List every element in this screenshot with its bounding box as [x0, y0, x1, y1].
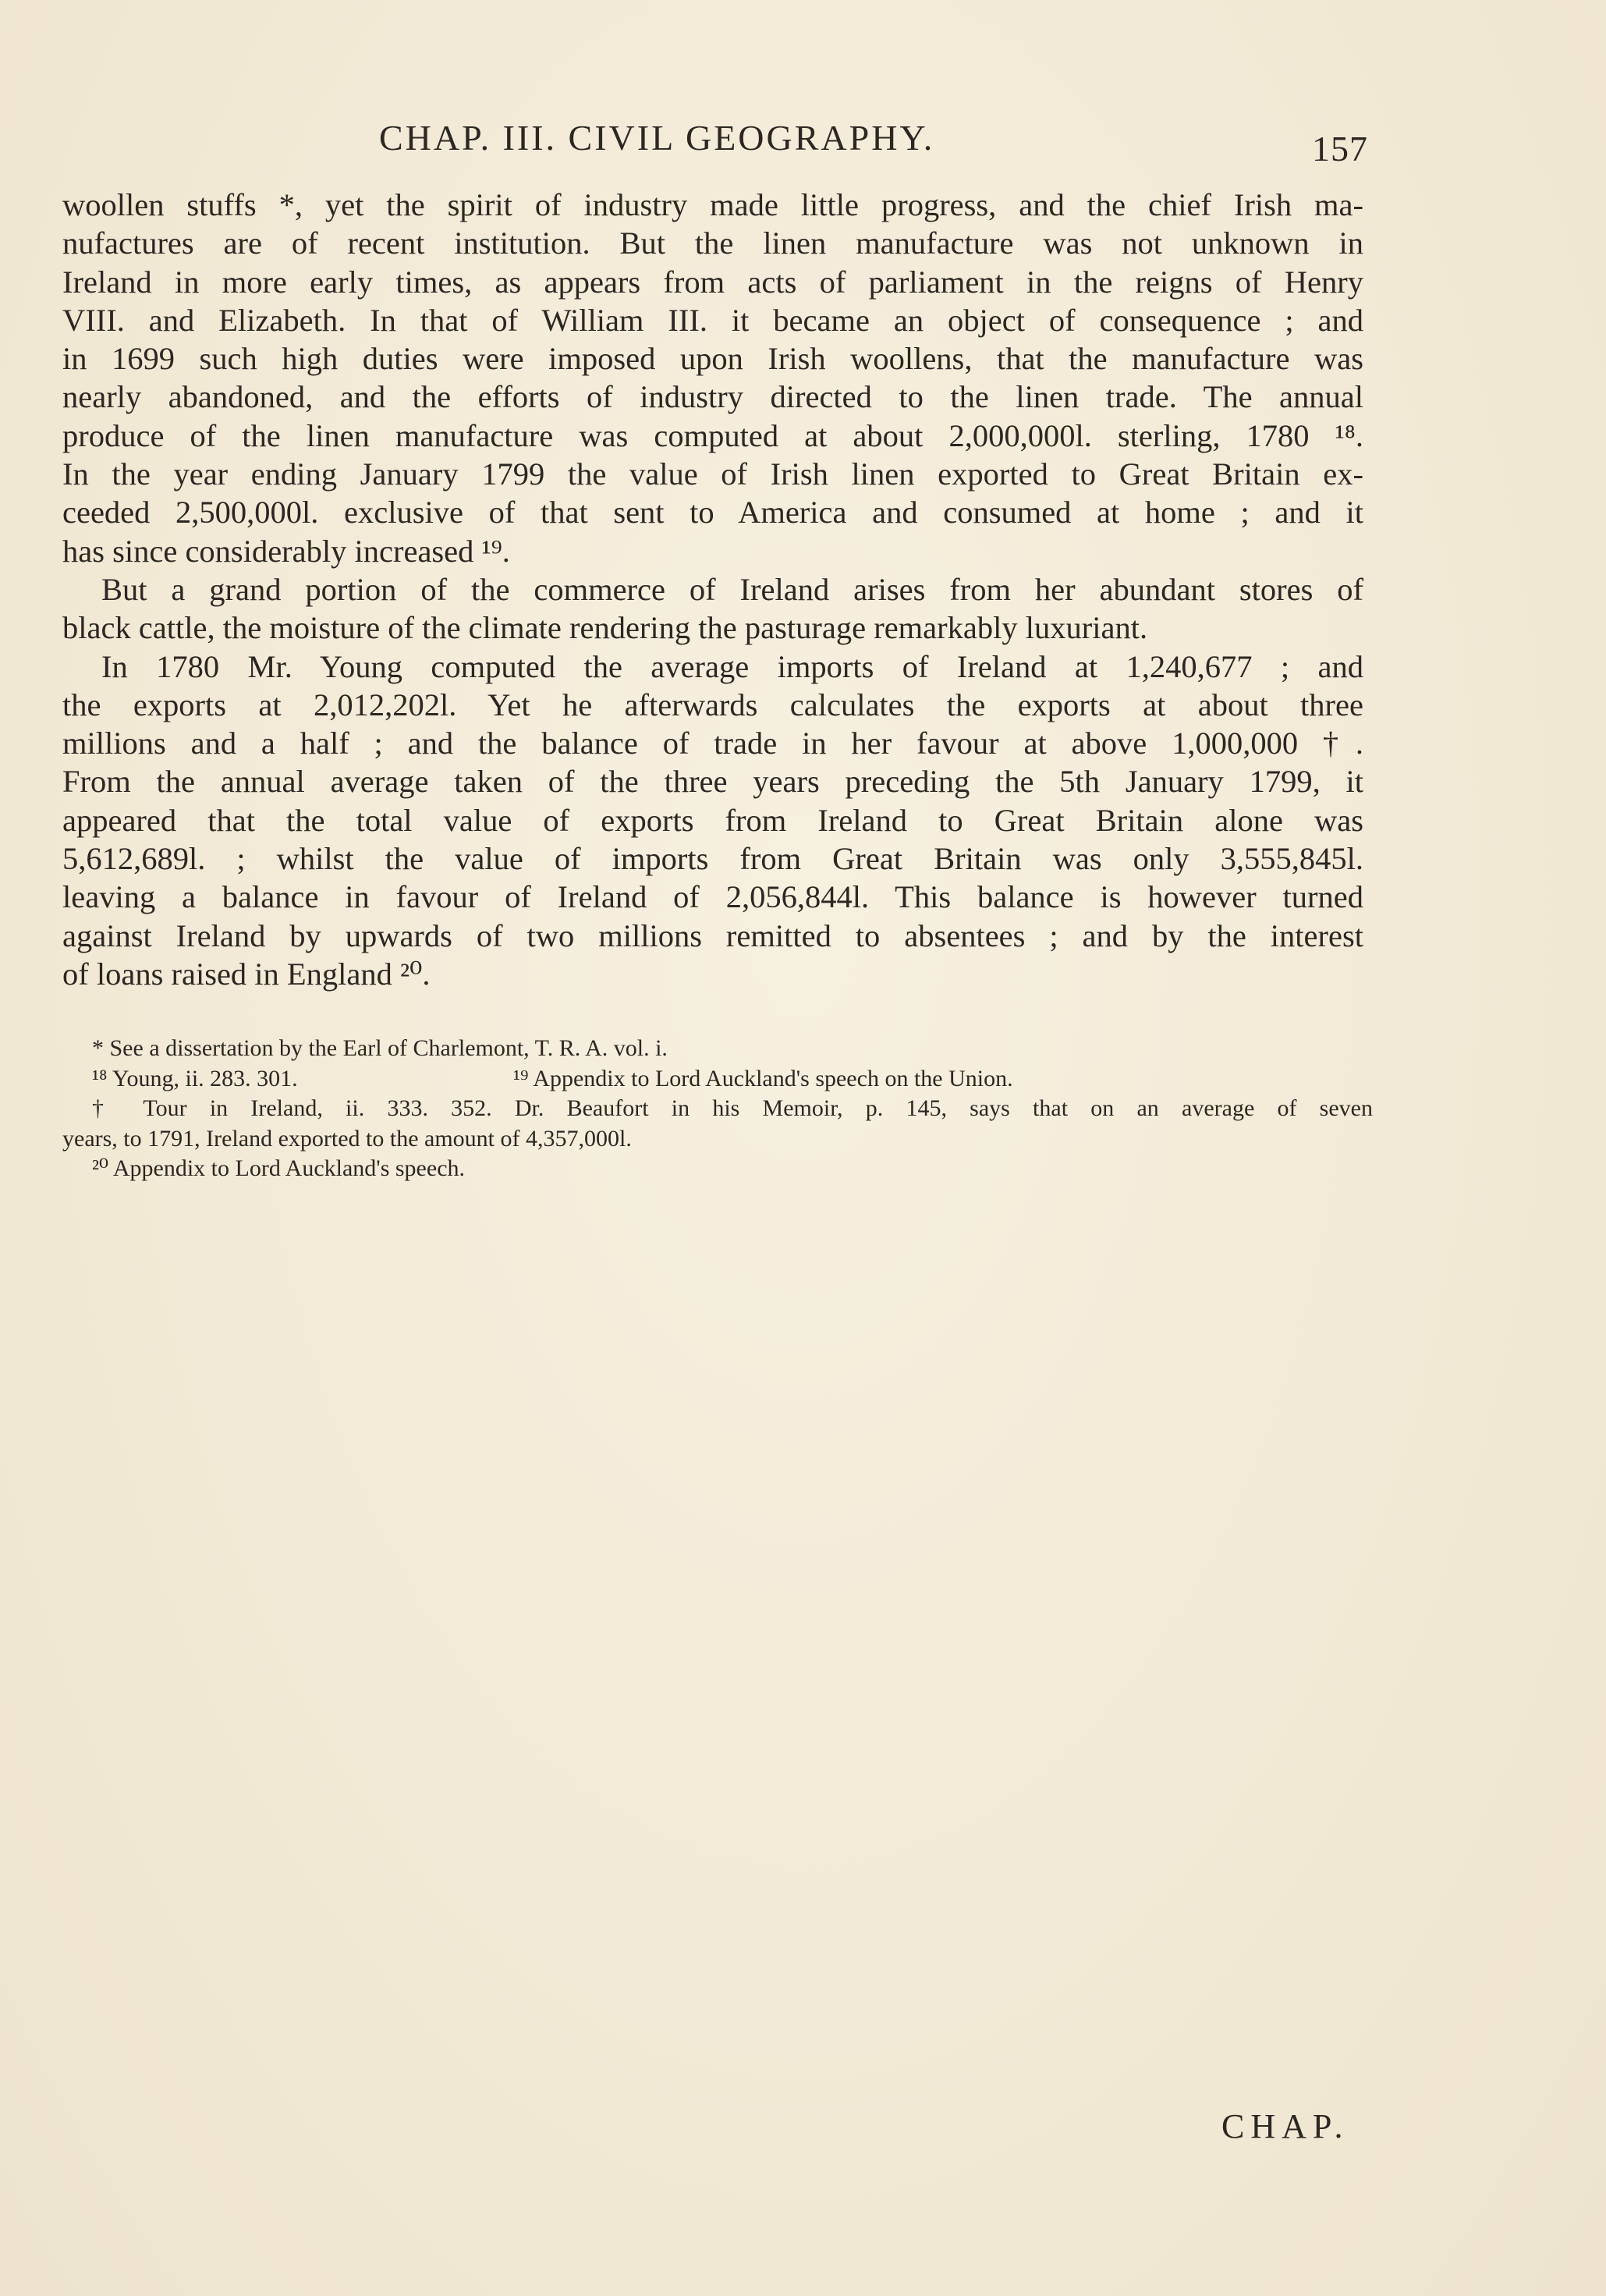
catchword: CHAP.	[1221, 2107, 1349, 2145]
text-line: In the year ending January 1799 the value of Irish linen exported to Great Britain ex-	[62, 456, 1363, 492]
footnote-18: ¹⁸ Young, ii. 283. 301.	[92, 1065, 298, 1091]
text-line: of loans raised in England ²⁰.	[62, 956, 431, 992]
text-line: Ireland in more early times, as appears from acts of parliament in the reigns of Henry	[62, 264, 1363, 300]
text-line: millions and a half ; and the balance of trade in her favour at above 1,000,000 †.	[62, 726, 1363, 761]
text-line: 5,612,689l. ; whilst the value of imports from Great Britain was only 3,555,845l.	[62, 841, 1363, 877]
text-line: leaving a balance in favour of Ireland of 2,056,844l. This balance is however turned	[62, 879, 1363, 915]
text-line: appeared that the total value of exports from Ireland to Great Britain alone was	[62, 802, 1363, 838]
text-line: black cattle, the moisture of the climate rendering the pasturage remarkably luxuriant.	[62, 610, 1148, 646]
text-line: against Ireland by upwards of two millions remitted to absentees ; and by the interest	[62, 917, 1363, 953]
footnote-dagger: † Tour in Ireland, ii. 333. 352. Dr. Beaufort in his Memoir, p. 145, says that on an average of seven	[92, 1095, 1373, 1121]
text-line: nufactures are of recent institution. But the linen manufacture was not unknown in	[62, 225, 1363, 261]
text-line: the exports at 2,012,202l. Yet he afterwards calculates the exports at about three	[62, 687, 1363, 722]
running-title: CHAP. III. CIVIL GEOGRAPHY.	[379, 118, 935, 158]
text-line: has since considerably increased ¹⁹.	[62, 533, 510, 569]
text-line: ceeded 2,500,000l. exclusive of that sent to America and consumed at home ; and it	[62, 495, 1363, 531]
text-line: VIII. and Elizabeth. In that of William III. it became an object of consequence ; and	[62, 302, 1363, 338]
running-head	[0, 117, 1606, 169]
text-line: produce of the linen manufacture was computed at about 2,000,000l. sterling, 1780 ¹⁸.	[62, 417, 1363, 453]
body-text	[62, 186, 1363, 993]
text-line: nearly abandoned, and the efforts of industry directed to the linen trade. The annual	[62, 379, 1363, 415]
footnote-dagger-continued: years, to 1791, Ireland exported to the amount of 4,357,000l.	[62, 1125, 632, 1152]
footnote-20: ²⁰ Appendix to Lord Auckland's speech.	[92, 1155, 466, 1181]
footnote-star: * See a dissertation by the Earl of Charlemont, T. R. A. vol. i.	[92, 1035, 668, 1061]
text-line: woollen stuffs *, yet the spirit of industry made little progress, and the chief Irish ma-	[62, 187, 1363, 222]
footnote-19: ¹⁹ Appendix to Lord Auckland's speech on the Union.	[513, 1065, 1013, 1091]
text-line: From the annual average taken of the three years preceding the 5th January 1799, it	[62, 764, 1363, 800]
text-line: But a grand portion of the commerce of Ireland arises from her abundant stores of	[101, 571, 1363, 607]
text-line: in 1699 such high duties were imposed upon Irish woollens, that the manufacture was	[62, 341, 1363, 377]
page-number: 157	[1312, 129, 1368, 169]
footnote-pair	[62, 1064, 1373, 1095]
footnotes	[62, 1034, 1373, 1184]
text-line: In 1780 Mr. Young computed the average imports of Ireland at 1,240,677 ; and	[101, 648, 1363, 684]
